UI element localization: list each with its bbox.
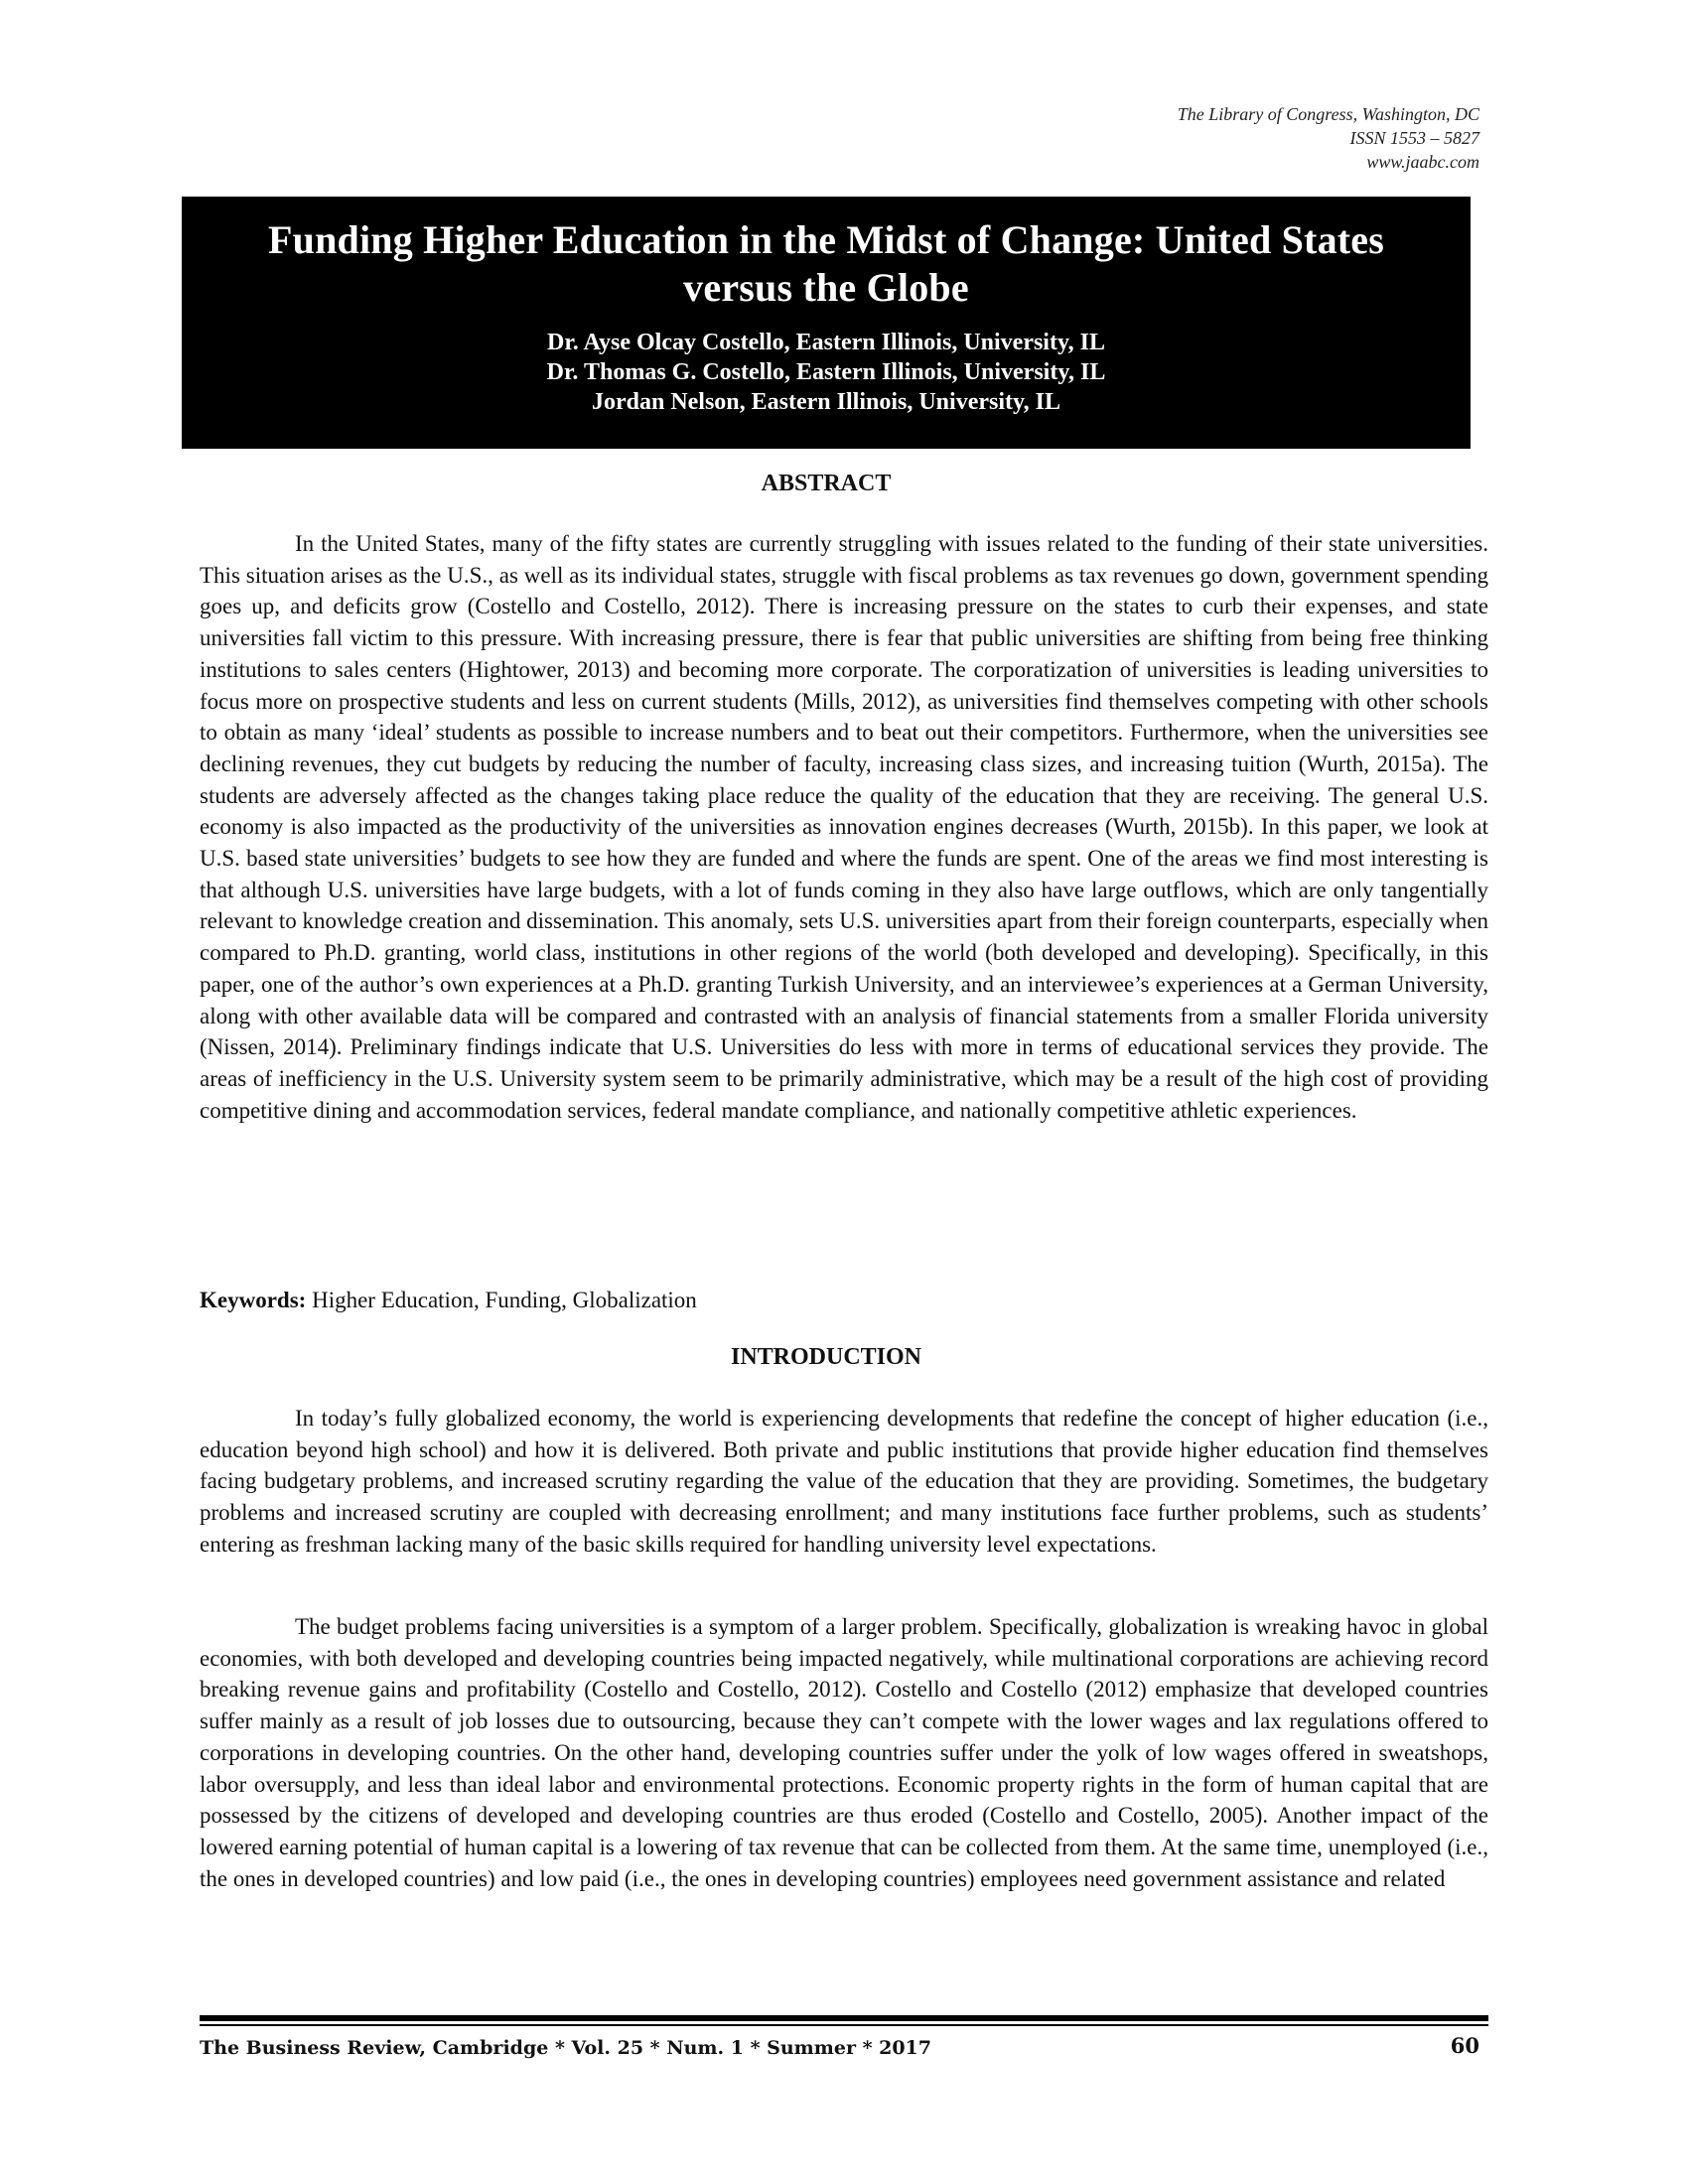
footer-divider — [200, 2015, 1488, 2021]
title-block — [182, 197, 1471, 449]
author-list — [182, 328, 1471, 417]
footer-divider — [200, 2024, 1488, 2026]
author-line: Dr. Ayse Olcay Costello, Eastern Illinois, University, IL — [546, 330, 1105, 355]
header-library-line: The Library of Congress, Washington, DC — [1177, 104, 1479, 124]
paper-title: Funding Higher Education in the Midst of Change: United States versus the Globe — [267, 217, 1385, 310]
introduction-heading: INTRODUCTION — [730, 1344, 922, 1370]
journal-header-meta — [1178, 102, 1479, 174]
abstract-heading: ABSTRACT — [761, 471, 892, 496]
keywords-line — [200, 1285, 1488, 1315]
introduction-paragraph: The budget problems facing universities is a symptom of a larger problem. Specifically, globalization is wreaking havoc in global economies, with both developed and developing countries being impacted negatively, while multinational corporations are achieving record breaking revenue gains and profitability (Costello and Costello, 2012). Costello and Costello (2012) emphasize that developed countries suffer mainly as a result of job losses due to outsourcing, because they can’t compete with the lower wages and lax regulations offered to corporations in developing countries. On the other hand, developing countries suffer under the yolk of low wages offered in sweatshops, labor oversupply, and less than ideal labor and environmental protections. Economic property rights in the form of human capital that are possessed by the citizens of developed and developing countries are thus eroded (Costello and Costello, 2005). Another impact of the lowered earning potential of human capital is a lowering of tax revenue that can be collected from them. At the same time, unemployed (i.e., the ones in developed countries) and low paid (i.e., the ones in developing countries) employees need government assistance and related — [200, 1614, 1488, 1891]
header-issn-line: ISSN 1553 – 5827 — [1349, 128, 1479, 148]
keywords-value: Higher Education, Funding, Globalization — [306, 1288, 697, 1312]
footer-journal-citation: The Business Review, Cambridge * Vol. 25 * Num. 1 * Summer * 2017 — [200, 2037, 932, 2059]
header-website-line: www.jaabc.com — [1366, 152, 1479, 172]
introduction-paragraph: In today’s fully globalized economy, the world is experiencing developments that redefine the concept of higher education (i.e., education beyond high school) and how it is delivered. Both private and public institutions that provide higher education find themselves facing budgetary problems, and increased scrutiny regarding the value of the education that they are providing. Sometimes, the budgetary problems and increased scrutiny are coupled with decreasing enrollment; and many institutions face further problems, such as students’ entering as freshman lacking many of the basic skills required for handling university level expectations. — [200, 1406, 1488, 1557]
keywords-label: Keywords: — [200, 1288, 307, 1312]
author-line: Dr. Thomas G. Costello, Eastern Illinois, University, IL — [546, 359, 1106, 385]
page-number: 60 — [1450, 2033, 1479, 2058]
author-line: Jordan Nelson, Eastern Illinois, University, IL — [591, 389, 1061, 415]
abstract-paragraph: In the United States, many of the fifty states are currently struggling with issues related to the funding of their state universities. This situation arises as the U.S., as well as its individual states, struggle with fiscal problems as tax revenues go down, government spending goes up, and deficits grow (Costello and Costello, 2012). There is increasing pressure on the states to curb their expenses, and state universities fall victim to this pressure. With increasing pressure, there is fear that public universities are shifting from being free thinking institutions to sales centers (Hightower, 2013) and becoming more corporate. The corporatization of universities is leading universities to focus more on prospective students and less on current students (Mills, 2012), as universities find themselves competing with other schools to obtain as many ‘ideal’ students as possible to increase numbers and to beat out their competitors. Furthermore, when the universities see declining revenues, they cut budgets by reducing the number of faculty, increasing class sizes, and increasing tuition (Wurth, 2015a). The students are adversely affected as the changes taking place reduce the quality of the education that they are receiving. The general U.S. economy is also impacted as the productivity of the universities as innovation engines decreases (Wurth, 2015b). In this paper, we look at U.S. based state universities’ budgets to see how they are funded and where the funds are spent. One of the areas we find most interesting is that although U.S. universities have large budgets, with a lot of funds coming in they also have large outflows, which are only tangentially relevant to knowledge creation and dissemination. This anomaly, sets U.S. universities apart from their foreign counterparts, especially when compared to Ph.D. granting, world class, institutions in other regions of the world (both developed and developing). Specifically, in this paper, one of the author’s own experiences at a Ph.D. granting Turkish University, and an interviewee’s experiences at a German University, along with other available data will be compared and contrasted with an analysis of financial statements from a smaller Florida university (Nissen, 2014). Preliminary findings indicate that U.S. Universities do less with more in terms of educational services they provide. The areas of inefficiency in the U.S. University system seem to be primarily administrative, which may be a result of the high cost of providing competitive dining and accommodation services, federal mandate compliance, and nationally competitive athletic experiences. — [200, 531, 1488, 1123]
